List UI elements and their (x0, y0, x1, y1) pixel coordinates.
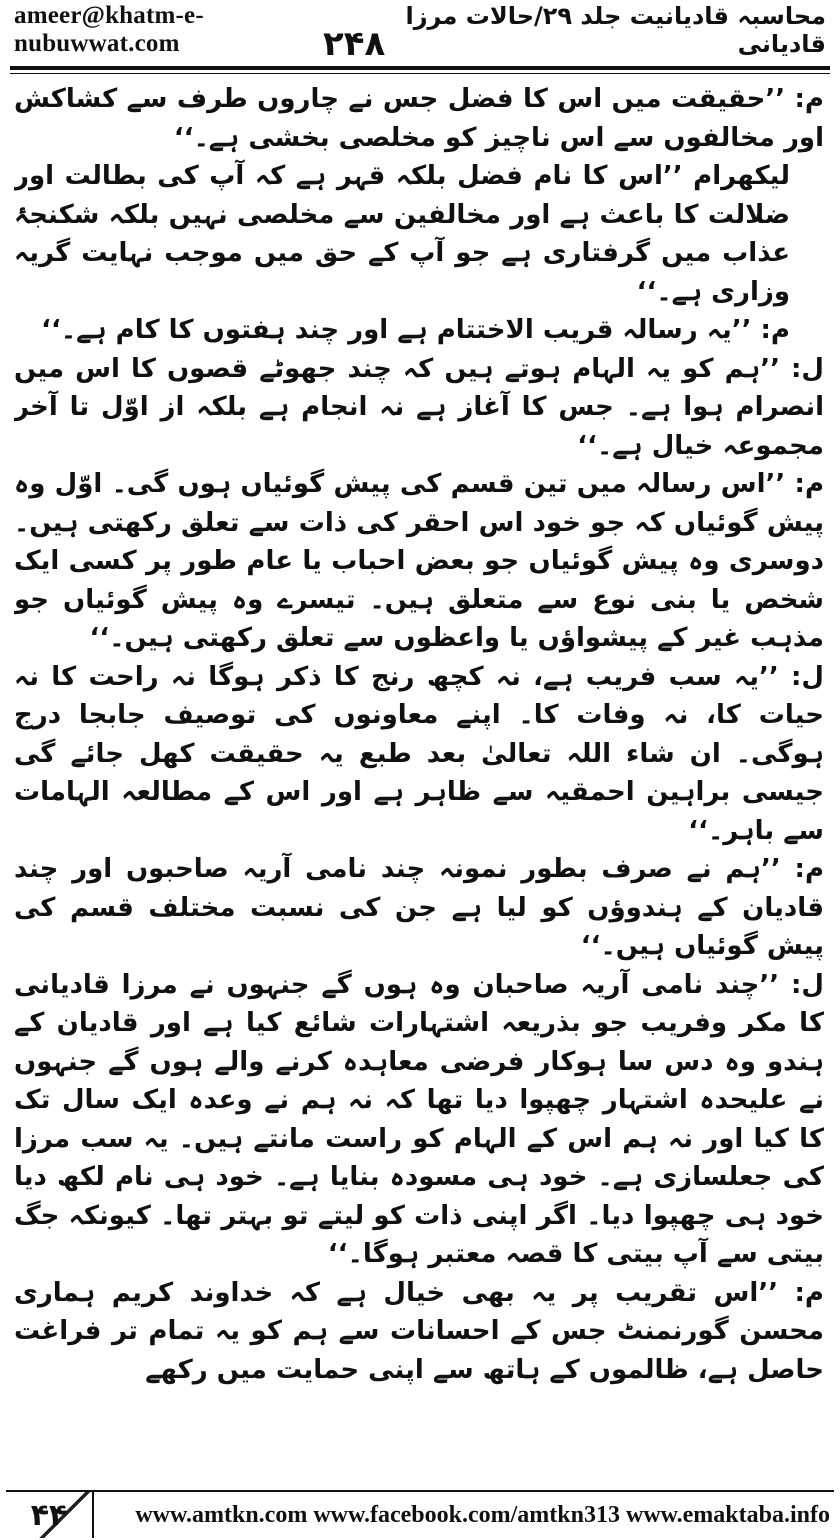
header-rule (10, 66, 830, 74)
paragraph: م: ’’یہ رسالہ قریب الاختتام ہے اور چند ہفتوں کا کام ہے۔‘‘ (41, 315, 790, 345)
paragraph: لیکھرام ’’اس کا نام فضل بلکہ قہر ہے کہ آپ کی بطالت اور ضلالت کا باعث ہے اور مخالفین سے مخلصی نہیں بلکہ شکنجۂ عذاب میں گرفتاری ہے جو آپ کے حق میں موجب نہایت گریہ وزاری ہے۔‘‘ (14, 161, 790, 307)
footer-links: www.amtkn.com www.facebook.com/amtkn313 www.emaktaba.info (135, 1501, 830, 1528)
header-left (14, 2, 385, 64)
paragraph: م: ’’حقیقت میں اس کا فضل جس نے چاروں طرف سے کشاکش اور مخالفوں سے اس ناچیز کو مخلصی بخشی ہے۔‘‘ (14, 84, 824, 153)
footer-page-number: ۴۴ (6, 1492, 94, 1538)
paragraph: م: ’’اس رسالہ میں تین قسم کی پیش گوئیاں ہوں گی۔ اوّل وہ پیش گوئیاں کہ جو خود اس احقر کی ذات سے تعلق رکھتی ہیں۔ دوسری وہ پیش گوئیاں جو بعض احباب یا عام طور پر کسی ایک شخص یا بنی نوع سے متعلق ہیں۔ تیسرے وہ پیش گوئیاں جو مذہب غیر کے پیشواؤں یا واعظوں سے تعلق رکھتی ہیں۔‘‘ (14, 469, 824, 653)
paragraph: ل: ’’چند نامی آریہ صاحبان وہ ہوں گے جنہوں نے مرزا قادیانی کا مکر وفریب جو بذریعہ اشتہارات شائع کیا ہے اور قادیان کے ہندو وہ دس سا ہوکار فرضی معاہدہ کرنے والے ہوں گے جنہوں نے علیحدہ اشتہار چھپوا دیا تھا کہ نہ ہم نے وعدہ ایک سال تک کا کیا اور نہ ہم اس کے الہام کو راست مانتے ہیں۔ یہ سب مرزا کی جعلسازی ہے۔ خود ہی مسودہ بنایا ہے۔ خود ہی نام لکھ دیا خود ہی چھپوا دیا۔ اگر اپنی ذات کو لیتے تو بہتر تھا۔ کیونکہ جگ بیتی سے آپ بیتی کا قصہ معتبر ہوگا۔‘‘ (14, 969, 824, 1269)
page-footer (6, 1490, 834, 1538)
paragraph: م: ’’اس تقریب پر یہ بھی خیال ہے کہ خداوند کریم ہماری محسن گورنمنٹ جس کے احسانات سے ہم کو یہ تمام تر فراغت حاصل ہے، ظالموں کے ہاتھ سے اپنی حمایت میں رکھے (14, 1277, 824, 1385)
header-title: محاسبہ قادیانیت جلد ۲۹/حالات مرزا قادیانی (405, 2, 826, 58)
paragraph: ل: ’’یہ سب فریب ہے، نہ کچھ رنج کا ذکر ہوگا نہ راحت کا نہ حیات کا، نہ وفات کا۔ اپنے معاونوں کی توصیف جابجا درج ہوگی۔ ان شاء اللہ تعالیٰ بعد طبع یہ حقیقت کھل جائے گی جیسی براہین احمقیہ سے ظاہر ہے اور اس کے مطالعہ الہامات سے باہر۔‘‘ (14, 661, 824, 846)
paragraph: ل: ’’ہم کو یہ الہام ہوتے ہیں کہ چند جھوٹے قصوں کا اس میں انصرام ہوا ہے۔ جس کا آغاز ہے نہ انجام ہے بلکہ از اوّل تا آخر مجموعہ خیال ہے۔‘‘ (14, 353, 824, 461)
body-text (14, 80, 824, 1462)
header-page-number: ۲۴۸ (323, 24, 386, 64)
paragraph: م: ’’ہم نے صرف بطور نمونہ چند نامی آریہ صاحبوں اور چند قادیان کے ہندوؤں کو لیا ہے جن کی نسبت مختلف قسم کی پیش گوئیاں ہیں۔‘‘ (14, 854, 824, 961)
header-email: ameer@khatm-e-nubuwwat.com (14, 2, 204, 57)
page-header (14, 2, 826, 64)
